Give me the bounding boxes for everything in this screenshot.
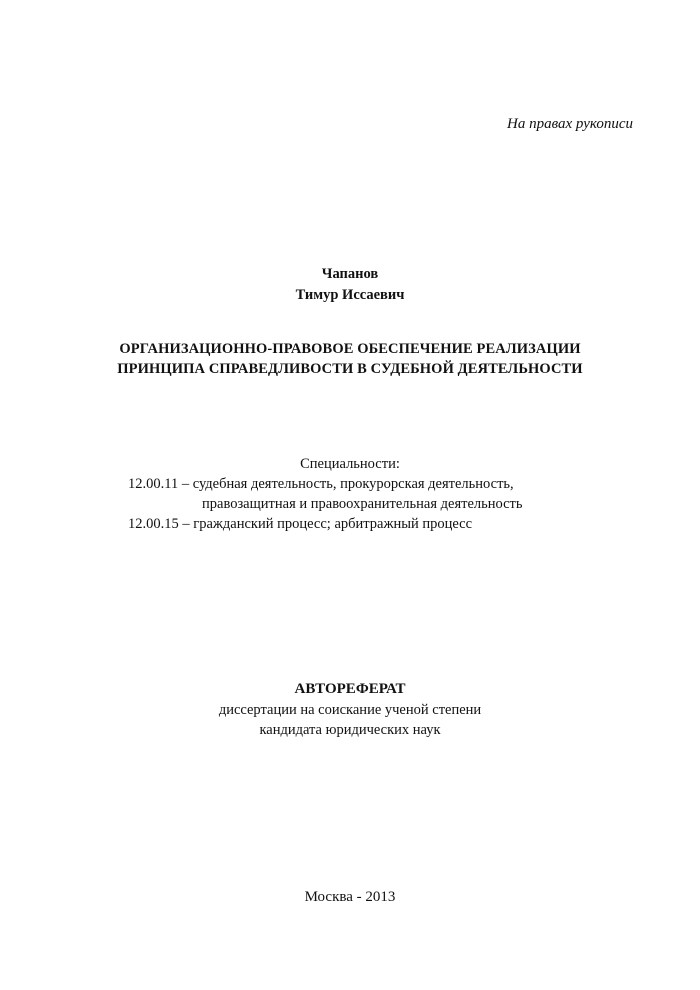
author-given-names: Тимур Иссаевич: [295, 287, 405, 303]
author-block: [0, 264, 700, 306]
dissertation-title: [0, 339, 700, 379]
title-line-2: ПРИНЦИПА СПРАВЕДЛИВОСТИ В СУДЕБНОЙ ДЕЯТЕЛЬНОСТИ: [117, 361, 583, 377]
specialty-1-line-1: 12.00.11 – судебная деятельность, прокурорская деятельность,: [128, 476, 514, 492]
abstract-heading: АВТОРЕФЕРАТ: [294, 681, 406, 697]
specialties-block: [0, 454, 700, 534]
abstract-block: [0, 679, 700, 740]
abstract-line-1: диссертации на соискание ученой степени: [218, 702, 482, 718]
rights-note: На правах рукописи: [507, 116, 633, 132]
specialty-1-line-2: правозащитная и правоохранительная деятельность: [202, 496, 523, 512]
abstract-line-2: кандидата юридических наук: [259, 722, 441, 738]
specialty-2-line-1: 12.00.15 – гражданский процесс; арбитражный процесс: [128, 516, 473, 532]
place-year: Москва - 2013: [304, 889, 396, 905]
author-surname: Чапанов: [321, 266, 379, 282]
title-line-1: ОРГАНИЗАЦИОННО-ПРАВОВОЕ ОБЕСПЕЧЕНИЕ РЕАЛИЗАЦИИ: [119, 341, 581, 357]
specialties-heading: Специальности:: [300, 456, 400, 472]
